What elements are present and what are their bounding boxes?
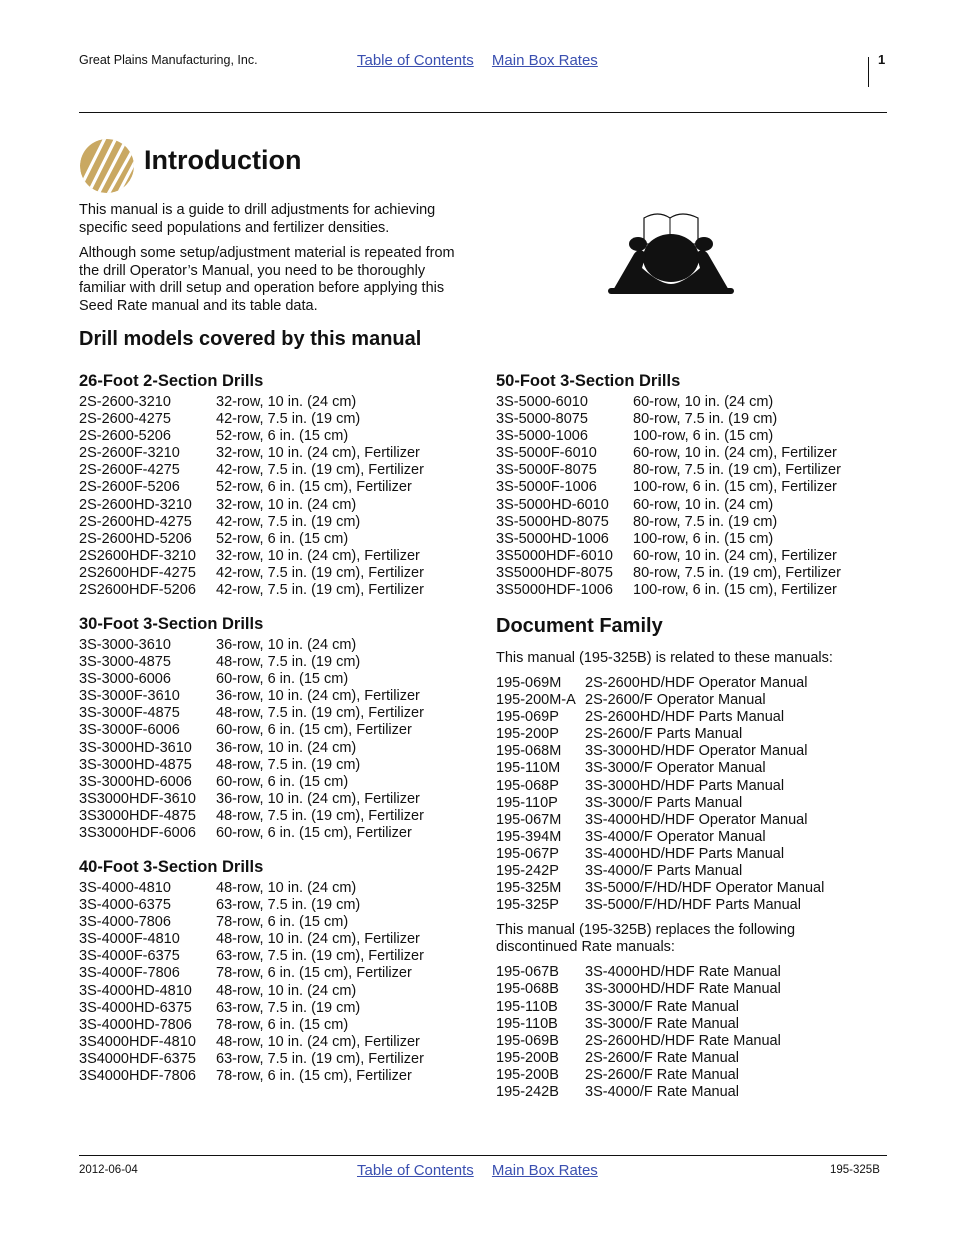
model-description: 63-row, 7.5 in. (19 cm) — [216, 999, 361, 1016]
model-code: 2S-2600-3210 — [79, 394, 171, 410]
model-code: 3S-4000-7806 — [79, 914, 171, 931]
footer-rule — [79, 1155, 887, 1156]
drill-model-row — [79, 445, 424, 462]
model-code: 2S-2600-4275 — [79, 411, 171, 428]
model-description: 3S-3000/F Rate Manual — [585, 998, 739, 1015]
model-description: 100-row, 6 in. (15 cm), Fertilizer — [633, 582, 837, 599]
drill-model-row — [79, 671, 424, 688]
model-description: 3S-3000/F Parts Manual — [585, 794, 743, 811]
drill-group-40ft — [79, 858, 424, 1085]
replaced-manual-row — [496, 1050, 886, 1067]
model-code: 3S-5000-1006 — [496, 428, 588, 445]
model-description: 48-row, 7.5 in. (19 cm), Fertilizer — [216, 807, 424, 824]
model-code: 2S2600HDF-3210 — [79, 547, 196, 564]
model-description: 80-row, 7.5 in. (19 cm) — [633, 513, 778, 530]
related-manuals-list — [496, 675, 886, 914]
model-code: 195-067P — [496, 845, 559, 862]
model-description: 48-row, 7.5 in. (19 cm) — [216, 756, 361, 773]
model-code: 195-110B — [496, 998, 558, 1015]
model-description: 2S-2600/F Rate Manual — [585, 1049, 739, 1066]
drill-model-row — [79, 514, 424, 531]
related-manual-row — [496, 812, 886, 829]
intro-text — [79, 202, 469, 323]
drill-model-row — [79, 688, 424, 705]
intro-paragraph: This manual is a guide to drill adjustments for achieving specific seed populations and fertilizer densities. — [79, 202, 436, 236]
related-manual-row — [496, 743, 886, 760]
model-code: 2S-2600HD-5206 — [79, 530, 192, 547]
model-description: 48-row, 10 in. (24 cm), Fertilizer — [216, 1033, 420, 1050]
model-code: 3S-4000-4810 — [79, 880, 171, 896]
model-code: 3S5000HDF-1006 — [496, 582, 613, 599]
model-description: 60-row, 10 in. (24 cm) — [633, 394, 774, 410]
model-code: 195-069B — [496, 1032, 559, 1049]
main-box-rates-link[interactable]: Main Box Rates — [491, 52, 598, 69]
model-code: 195-110M — [496, 760, 561, 777]
related-manual-row — [496, 897, 886, 914]
model-code: 3S4000HDF-4810 — [79, 1033, 196, 1050]
model-description: 32-row, 10 in. (24 cm), Fertilizer — [216, 445, 420, 462]
model-code: 3S-5000HD-6010 — [496, 496, 609, 513]
replaced-manual-row — [496, 999, 886, 1016]
model-description: 80-row, 7.5 in. (19 cm), Fertilizer — [633, 564, 841, 581]
drill-model-row — [79, 1068, 424, 1085]
drill-model-row — [79, 791, 424, 808]
drill-model-row — [79, 740, 424, 757]
model-code: 3S-5000HD-8075 — [496, 513, 609, 530]
replaced-manual-row — [496, 1033, 886, 1050]
model-description: 32-row, 10 in. (24 cm), Fertilizer — [216, 547, 420, 564]
model-description: 36-row, 10 in. (24 cm), Fertilizer — [216, 790, 420, 807]
model-description: 42-row, 7.5 in. (19 cm) — [216, 411, 361, 428]
drill-model-row — [79, 722, 424, 739]
model-code: 195-068B — [496, 981, 559, 998]
model-description: 3S-3000HD/HDF Rate Manual — [585, 981, 781, 998]
intro-paragraph: Although some setup/adjustment material is repeated from the drill Operator’s Manual, you need to be thoroughly familiar with drill setup and operation before applying this Seed Rate manual and its table data. — [79, 245, 455, 314]
model-code: 2S-2600-5206 — [79, 428, 171, 445]
model-code: 195-069M — [496, 675, 562, 691]
drill-model-row — [79, 983, 424, 1000]
drill-model-row — [79, 497, 424, 514]
model-description: 36-row, 10 in. (24 cm), Fertilizer — [216, 688, 420, 705]
model-description: 60-row, 10 in. (24 cm) — [633, 496, 774, 513]
model-description: 3S-5000/F/HD/HDF Operator Manual — [585, 880, 825, 897]
model-description: 2S-2600/F Parts Manual — [585, 726, 743, 743]
drill-model-row — [496, 531, 841, 548]
replaced-manual-row — [496, 1016, 886, 1033]
model-description: 3S-4000HD/HDF Parts Manual — [585, 845, 785, 862]
related-manual-row — [496, 880, 886, 897]
table-of-contents-link[interactable]: Table of Contents — [357, 1162, 474, 1179]
model-description: 63-row, 7.5 in. (19 cm), Fertilizer — [216, 948, 424, 965]
header-nav — [357, 52, 612, 69]
model-description: 3S-3000/F Rate Manual — [585, 1015, 739, 1032]
model-code: 3S-4000F-7806 — [79, 965, 180, 982]
footer-nav — [357, 1162, 612, 1179]
model-code: 3S-3000HD-4875 — [79, 756, 192, 773]
footer-date: 2012-06-04 — [79, 1164, 138, 1176]
replaced-manuals-list — [496, 964, 886, 1101]
model-description: 48-row, 10 in. (24 cm) — [216, 880, 357, 896]
related-manual-row — [496, 760, 886, 777]
model-description: 3S-3000HD/HDF Parts Manual — [585, 777, 785, 794]
model-description: 52-row, 6 in. (15 cm) — [216, 428, 349, 445]
model-code: 3S3000HDF-6006 — [79, 825, 196, 842]
model-description: 32-row, 10 in. (24 cm) — [216, 394, 357, 410]
drill-group-heading: 50-Foot 3-Section Drills — [496, 372, 681, 390]
drill-model-row — [79, 931, 424, 948]
document-family-heading: Document Family — [496, 615, 663, 637]
model-description: 48-row, 7.5 in. (19 cm) — [216, 654, 361, 671]
related-manual-row — [496, 675, 886, 692]
model-description: 100-row, 6 in. (15 cm) — [633, 530, 774, 547]
model-description: 52-row, 6 in. (15 cm), Fertilizer — [216, 479, 412, 496]
model-description: 2S-2600HD/HDF Rate Manual — [585, 1032, 781, 1049]
model-description: 2S-2600HD/HDF Operator Manual — [585, 675, 808, 691]
model-code: 3S3000HDF-4875 — [79, 807, 196, 824]
related-intro: This manual (195-325B) is related to these manuals: — [496, 650, 833, 666]
drill-model-row — [79, 565, 424, 582]
model-description: 3S-3000/F Operator Manual — [585, 760, 766, 777]
model-code: 2S-2600F-3210 — [79, 445, 180, 462]
drill-model-row — [79, 428, 424, 445]
drill-model-row — [496, 411, 841, 428]
model-description: 48-row, 10 in. (24 cm), Fertilizer — [216, 931, 420, 948]
reading-operator-icon — [604, 208, 738, 300]
model-code: 2S2600HDF-5206 — [79, 582, 196, 599]
model-code: 2S-2600F-5206 — [79, 479, 180, 496]
drill-model-row — [79, 965, 424, 982]
model-code: 3S-3000F-3610 — [79, 688, 180, 705]
model-description: 2S-2600/F Operator Manual — [585, 692, 766, 709]
drill-model-row — [79, 897, 424, 914]
related-manual-row — [496, 863, 886, 880]
drill-model-row — [79, 548, 424, 565]
drill-model-row — [496, 462, 841, 479]
model-description: 80-row, 7.5 in. (19 cm), Fertilizer — [633, 462, 841, 479]
model-code: 3S-5000HD-1006 — [496, 530, 609, 547]
model-code: 3S-4000HD-6375 — [79, 999, 192, 1016]
model-description: 63-row, 7.5 in. (19 cm) — [216, 897, 361, 914]
drill-model-row — [79, 1051, 424, 1068]
drill-model-row — [496, 514, 841, 531]
model-description: 78-row, 6 in. (15 cm), Fertilizer — [216, 965, 412, 982]
model-code: 3S-3000F-4875 — [79, 705, 180, 722]
drill-model-row — [79, 808, 424, 825]
model-code: 3S-5000-6010 — [496, 394, 588, 410]
drill-model-row — [79, 825, 424, 842]
model-code: 195-325P — [496, 897, 559, 914]
model-description: 63-row, 7.5 in. (19 cm), Fertilizer — [216, 1050, 424, 1067]
model-code: 3S-3000-6006 — [79, 671, 171, 688]
model-code: 195-200B — [496, 1049, 559, 1066]
drill-model-row — [79, 1017, 424, 1034]
model-code: 195-068P — [496, 777, 559, 794]
drill-model-row — [79, 914, 424, 931]
model-code: 2S-2600HD-4275 — [79, 513, 192, 530]
drill-group-30ft — [79, 615, 424, 842]
drill-model-row — [496, 394, 841, 411]
model-code: 3S5000HDF-8075 — [496, 564, 613, 581]
model-code: 3S-4000F-4810 — [79, 931, 180, 948]
model-code: 3S-4000HD-4810 — [79, 982, 192, 999]
model-description: 42-row, 7.5 in. (19 cm), Fertilizer — [216, 582, 424, 599]
model-description: 80-row, 7.5 in. (19 cm) — [633, 411, 778, 428]
model-code: 3S-5000F-1006 — [496, 479, 597, 496]
drill-model-row — [496, 548, 841, 565]
drill-model-row — [496, 565, 841, 582]
model-description: 2S-2600HD/HDF Parts Manual — [585, 709, 785, 726]
model-description: 36-row, 10 in. (24 cm) — [216, 739, 357, 756]
drill-group-heading: 40-Foot 3-Section Drills — [79, 858, 264, 876]
drill-group-heading: 30-Foot 3-Section Drills — [79, 615, 264, 633]
model-code: 3S3000HDF-3610 — [79, 790, 196, 807]
drill-model-row — [79, 757, 424, 774]
drill-model-row — [79, 705, 424, 722]
model-description: 60-row, 6 in. (15 cm) — [216, 671, 349, 688]
header-divider — [868, 57, 869, 87]
footer-doc-code: 195-325B — [830, 1164, 880, 1176]
drill-model-row — [79, 880, 424, 897]
replaces-intro: This manual (195-325B) replaces the following discontinued Rate manuals: — [496, 922, 796, 956]
drill-model-row — [79, 1034, 424, 1051]
related-manual-row — [496, 829, 886, 846]
related-manual-row — [496, 692, 886, 709]
model-description: 3S-3000HD/HDF Operator Manual — [585, 743, 808, 760]
drill-model-row — [79, 948, 424, 965]
model-code: 3S-5000F-8075 — [496, 462, 597, 479]
model-code: 195-394M — [496, 828, 562, 845]
model-code: 195-067B — [496, 964, 559, 981]
model-description: 78-row, 6 in. (15 cm) — [216, 914, 349, 931]
model-code: 195-200M-A — [496, 692, 576, 709]
drill-model-row — [496, 479, 841, 496]
model-description: 3S-5000/F/HD/HDF Parts Manual — [585, 897, 801, 914]
replaced-manual-row — [496, 1084, 886, 1101]
drill-model-row — [79, 531, 424, 548]
model-code: 3S-5000F-6010 — [496, 445, 597, 462]
replaced-manual-row — [496, 981, 886, 998]
drill-model-row — [496, 497, 841, 514]
model-description: 3S-4000HD/HDF Operator Manual — [585, 811, 808, 828]
drill-model-row — [79, 654, 424, 671]
drill-model-row — [79, 462, 424, 479]
model-code: 3S-3000F-6006 — [79, 722, 180, 739]
model-code: 3S4000HDF-6375 — [79, 1050, 196, 1067]
drill-group-heading: 26-Foot 2-Section Drills — [79, 372, 264, 390]
drill-model-row — [79, 637, 424, 654]
model-description: 48-row, 7.5 in. (19 cm), Fertilizer — [216, 705, 424, 722]
model-description: 42-row, 7.5 in. (19 cm) — [216, 513, 361, 530]
drill-group-26ft — [79, 372, 424, 599]
models-heading: Drill models covered by this manual — [79, 328, 422, 350]
model-code: 3S-3000-4875 — [79, 654, 171, 671]
replaced-manual-row — [496, 964, 886, 981]
model-description: 42-row, 7.5 in. (19 cm), Fertilizer — [216, 564, 424, 581]
company-name: Great Plains Manufacturing, Inc. — [79, 53, 258, 67]
model-description: 32-row, 10 in. (24 cm) — [216, 496, 357, 513]
model-description: 100-row, 6 in. (15 cm), Fertilizer — [633, 479, 837, 496]
drill-group-50ft — [496, 372, 841, 599]
model-code: 195-067M — [496, 811, 562, 828]
great-plains-logo-icon — [79, 138, 135, 194]
model-description: 60-row, 6 in. (15 cm), Fertilizer — [216, 722, 412, 739]
model-description: 52-row, 6 in. (15 cm) — [216, 530, 349, 547]
model-code: 3S-3000-3610 — [79, 637, 171, 653]
drill-model-row — [79, 1000, 424, 1017]
model-description: 3S-4000/F Parts Manual — [585, 863, 743, 880]
main-box-rates-link[interactable]: Main Box Rates — [491, 1162, 598, 1179]
replaced-manual-row — [496, 1067, 886, 1084]
drill-model-row — [79, 479, 424, 496]
model-code: 2S-2600F-4275 — [79, 462, 180, 479]
model-description: 60-row, 10 in. (24 cm), Fertilizer — [633, 547, 837, 564]
model-code: 195-325M — [496, 880, 562, 897]
model-description: 78-row, 6 in. (15 cm) — [216, 1016, 349, 1033]
model-code: 195-110P — [496, 794, 558, 811]
model-code: 3S5000HDF-6010 — [496, 547, 613, 564]
drill-model-row — [79, 394, 424, 411]
drill-model-row — [496, 428, 841, 445]
model-description: 60-row, 6 in. (15 cm), Fertilizer — [216, 825, 412, 842]
model-description: 36-row, 10 in. (24 cm) — [216, 637, 357, 653]
document-family — [496, 615, 886, 1101]
model-description: 100-row, 6 in. (15 cm) — [633, 428, 774, 445]
model-description: 42-row, 7.5 in. (19 cm), Fertilizer — [216, 462, 424, 479]
model-description: 48-row, 10 in. (24 cm) — [216, 982, 357, 999]
model-code: 195-069P — [496, 709, 559, 726]
drill-model-row — [79, 582, 424, 599]
model-code: 2S-2600HD-3210 — [79, 496, 192, 513]
drill-model-row — [79, 411, 424, 428]
page-number: 1 — [878, 52, 886, 67]
drill-model-row — [496, 582, 841, 599]
drill-model-row — [79, 774, 424, 791]
model-description: 60-row, 6 in. (15 cm) — [216, 773, 349, 790]
model-description: 60-row, 10 in. (24 cm), Fertilizer — [633, 445, 837, 462]
model-description: 3S-4000HD/HDF Rate Manual — [585, 964, 781, 981]
related-manual-row — [496, 846, 886, 863]
model-code: 195-200P — [496, 726, 559, 743]
model-description: 3S-4000/F Operator Manual — [585, 828, 766, 845]
model-code: 3S4000HDF-7806 — [79, 1068, 196, 1085]
model-code: 3S-4000HD-7806 — [79, 1016, 192, 1033]
related-manual-row — [496, 709, 886, 726]
page-title: Introduction — [144, 145, 302, 175]
model-code: 3S-4000-6375 — [79, 897, 171, 914]
model-code: 195-068M — [496, 743, 562, 760]
drill-model-row — [496, 445, 841, 462]
model-code: 195-242B — [496, 1083, 559, 1100]
model-code: 2S2600HDF-4275 — [79, 564, 196, 581]
model-code: 3S-3000HD-6006 — [79, 773, 192, 790]
model-code: 195-110B — [496, 1015, 558, 1032]
table-of-contents-link[interactable]: Table of Contents — [357, 52, 474, 69]
model-description: 2S-2600/F Rate Manual — [585, 1066, 739, 1083]
model-code: 3S-3000HD-3610 — [79, 739, 192, 756]
header-rule — [79, 112, 887, 113]
related-manual-row — [496, 778, 886, 795]
model-code: 195-242P — [496, 863, 559, 880]
model-code: 3S-5000-8075 — [496, 411, 588, 428]
model-description: 78-row, 6 in. (15 cm), Fertilizer — [216, 1068, 412, 1085]
related-manual-row — [496, 795, 886, 812]
model-code: 195-200B — [496, 1066, 559, 1083]
model-code: 3S-4000F-6375 — [79, 948, 180, 965]
model-description: 3S-4000/F Rate Manual — [585, 1083, 739, 1100]
related-manual-row — [496, 726, 886, 743]
